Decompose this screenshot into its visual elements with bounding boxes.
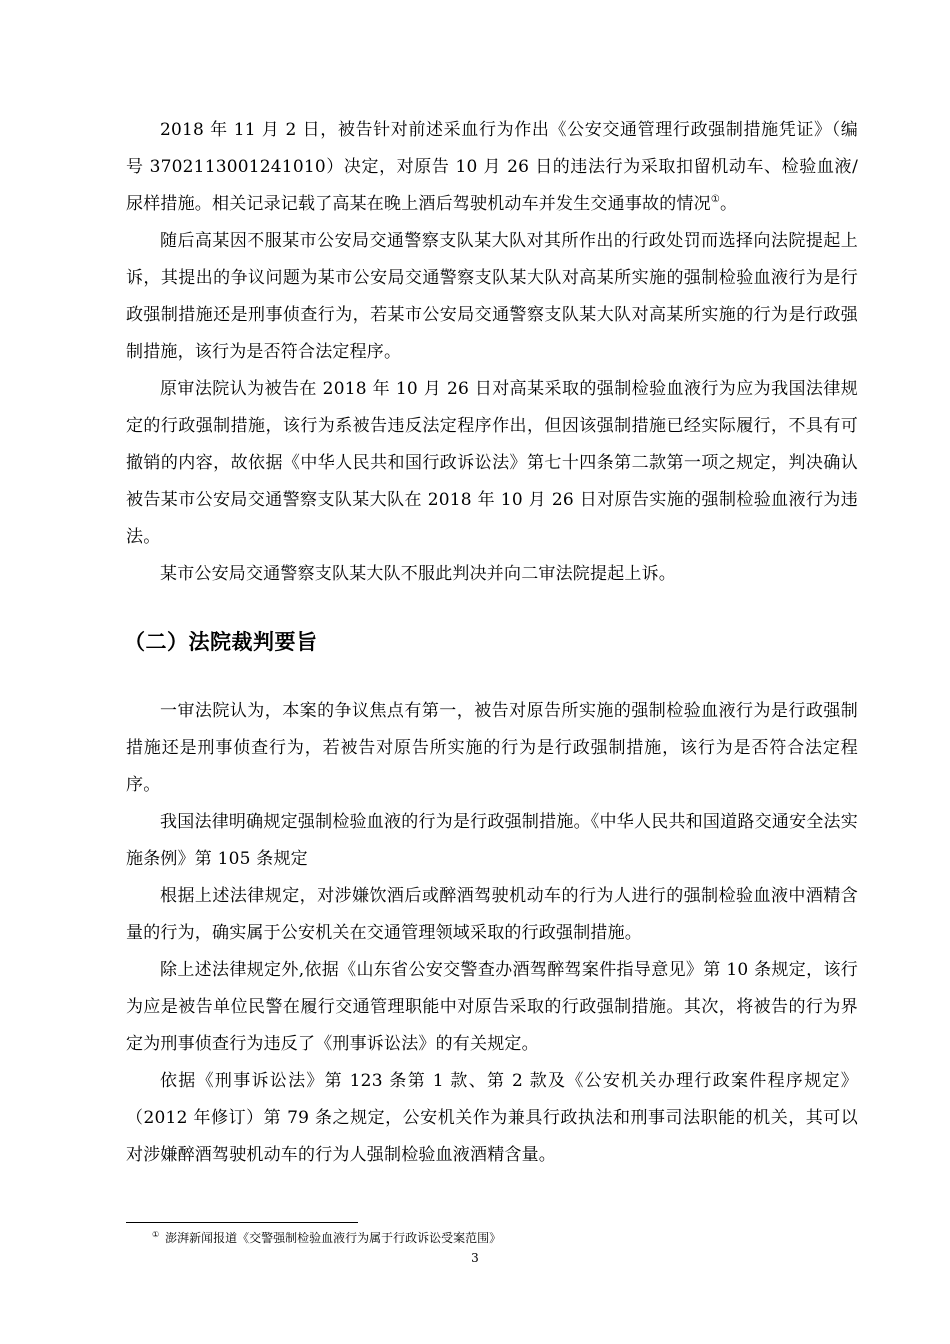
paragraph-tail: 。 xyxy=(719,194,738,214)
paragraph: 随后高某因不服某市公安局交通警察支队某大队对其所作出的行政处罚而选择向法院提起上诉，其提出的争议问题为某市公安局交通警察支队某大队对高某所实施的强制检验血液行为是行政强制措施还是刑事侦查行为，若某市公安局交通警察支队某大队对高某所实施的行为是行政强制措施，该行为是否符合法定程序。 xyxy=(126,231,858,362)
section-heading: （二）法院裁判要旨 xyxy=(124,630,318,654)
paragraph: 某市公安局交通警察支队某大队不服此判决并向二审法院提起上诉。 xyxy=(160,564,676,584)
paragraph: 我国法律明确规定强制检验血液的行为是行政强制措施。《中华人民共和国道路交通安全法实施条例》第 105 条规定 xyxy=(126,812,858,869)
paragraph: 原审法院认为被告在 2018 年 10 月 26 日对高某采取的强制检验血液行为应为我国法律规定的行政强制措施，该行为系被告违反法定程序作出，但因该强制措施已经实际履行，不具有可撤销的内容，故依据《中华人民共和国行政诉讼法》第七十四条第二款第一项之规定，判决确认被告某市公安局交通警察支队某大队在 2018 年 10 月 26 日对原告实施的强制检验血液行为违法。 xyxy=(126,379,858,547)
footnote-text: 澎湃新闻报道《交警强制检验血液行为属于行政诉讼受案范围》 xyxy=(165,1231,502,1245)
paragraph-text: 2018 年 11 月 2 日，被告针对前述采血行为作出《公安交通管理行政强制措施凭证》（编号 3702113001241010）决定，对原告 10 月 26 日的违法行为采取扣留机动车、检验血液/尿样措施。相关记录记载了高某在晚上酒后驾驶机动车并发生交通事故的情况 xyxy=(126,120,858,214)
footnote xyxy=(152,1230,501,1246)
paragraph xyxy=(126,112,858,223)
paragraph: 根据上述法律规定，对涉嫌饮酒后或醉酒驾驶机动车的行为人进行的强制检验血液中酒精含量的行为，确实属于公安机关在交通管理领域采取的行政强制措施。 xyxy=(126,886,858,943)
paragraph: 一审法院认为，本案的争议焦点有第一，被告对原告所实施的强制检验血液行为是行政强制措施还是刑事侦查行为，若被告对原告所实施的行为是行政强制措施，该行为是否符合法定程序。 xyxy=(126,701,858,795)
footnote-divider xyxy=(126,1222,358,1223)
page-number: 3 xyxy=(471,1251,479,1265)
main-content xyxy=(126,112,858,1174)
footnote-reference[interactable]: ① xyxy=(710,194,720,205)
paragraph: 除上述法律规定外,依据《山东省公安交警查办酒驾醉驾案件指导意见》第 10 条规定，该行为应是被告单位民警在履行交通管理职能中对原告采取的行政强制措施。其次，将被告的行为界定为刑事侦查行为违反了《刑事诉讼法》的有关规定。 xyxy=(126,960,858,1054)
footnote-marker: ① xyxy=(152,1230,160,1239)
paragraph: 依据《刑事诉讼法》第 123 条第 1 款、第 2 款及《公安机关办理行政案件程序规定》（2012 年修订）第 79 条之规定，公安机关作为兼具行政执法和刑事司法职能的机关，其可以对涉嫌醉酒驾驶机动车的行为人强制检验血液酒精含量。 xyxy=(126,1071,858,1165)
